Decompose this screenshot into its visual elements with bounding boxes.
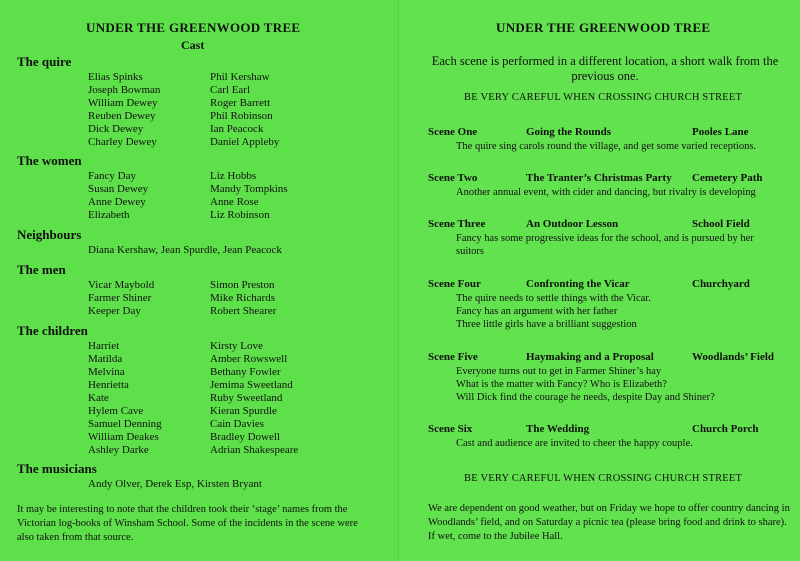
cast-name: Harriet: [88, 340, 120, 352]
actor-name: Liz Robinson: [210, 209, 270, 221]
scene-description: Everyone turns out to get in Farmer Shiner’s hay: [456, 366, 662, 377]
left-title: UNDER THE GREENWOOD TREE: [86, 20, 301, 35]
scene-number: Scene Three: [428, 218, 486, 230]
scene-title: Haymaking and a Proposal: [526, 351, 654, 363]
actor-name: Mike Richards: [210, 292, 276, 304]
actor-name: Amber Rowswell: [210, 353, 288, 365]
actor-name: Kirsty Love: [210, 340, 263, 352]
cast-name: William Deakes: [88, 431, 159, 443]
men-names-col-b: [210, 279, 276, 318]
scene-description: Fancy has some progressive ideas for the school, and is pursued by her: [456, 233, 754, 244]
men-names-col-a: [88, 279, 154, 318]
cast-name: Charley Dewey: [88, 136, 157, 148]
cast-name: Vicar Maybold: [88, 279, 155, 291]
cast-name: Elias Spinks: [88, 71, 143, 83]
actor-name: Phil Kershaw: [210, 71, 270, 83]
scene-number: Scene Two: [428, 172, 478, 184]
actor-name: Adrian Shakespeare: [210, 444, 299, 456]
actor-name: Kieran Spurdle: [210, 405, 277, 417]
children-heading: The children: [17, 323, 88, 338]
scene-description: Another annual event, with cider and dancing, but rivalry is developing: [456, 187, 756, 198]
quire-names-col-a: [88, 71, 160, 149]
scene-title: Going the Rounds: [526, 126, 611, 138]
scene-number: Scene One: [428, 126, 478, 138]
scene-description: Three little girls have a brilliant suggestion: [456, 319, 637, 330]
scene-title: An Outdoor Lesson: [526, 218, 619, 230]
scene-number: Scene Five: [428, 351, 478, 363]
cast-name: Dick Dewey: [88, 123, 144, 135]
cast-name: Susan Dewey: [88, 183, 149, 195]
cast-name: William Dewey: [88, 97, 158, 109]
scene-title: Confronting the Vicar: [526, 278, 630, 290]
women-heading: The women: [17, 153, 82, 168]
cast-name: Kate: [88, 392, 109, 404]
stage-names-note: It may be interesting to note that the children took their ‘stage’ names from the Victorian log-books of Winsham School. Some of the incidents in the scene were also taken from that source.: [17, 504, 358, 543]
scene-location: Pooles Lane: [692, 126, 749, 138]
actor-name: Carl Earl: [210, 84, 251, 96]
actor-name: Roger Barrett: [210, 97, 271, 109]
actor-name: Jemima Sweetland: [210, 379, 293, 391]
crossing-warning-top: BE VERY CAREFUL WHEN CROSSING CHURCH STREET: [464, 92, 743, 103]
women-names-col-b: [210, 170, 288, 222]
scene-description: The quire sing carols round the village, and get some varied receptions.: [456, 141, 757, 152]
cast-name: Reuben Dewey: [88, 110, 156, 122]
cast-label: Cast: [181, 38, 205, 52]
scene-description: The quire needs to settle things with the Vicar.: [456, 293, 651, 304]
actor-name: Phil Robinson: [210, 110, 273, 122]
neighbours-heading: Neighbours: [17, 227, 82, 242]
cast-name: Keeper Day: [88, 305, 141, 317]
scene-title: The Wedding: [526, 423, 590, 435]
cast-name: Henrietta: [88, 379, 129, 391]
women-names-col-a: [88, 170, 148, 222]
scene-location: Cemetery Path: [692, 172, 763, 184]
crossing-warning-bottom: BE VERY CAREFUL WHEN CROSSING CHURCH STREET: [464, 473, 743, 484]
actor-name: Ian Peacock: [210, 123, 264, 135]
scene-description: Cast and audience are invited to cheer the happy couple.: [456, 438, 693, 449]
actor-name: Anne Rose: [210, 196, 259, 208]
scene-title: The Tranter’s Christmas Party: [526, 172, 672, 184]
cast-name: Joseph Bowman: [88, 84, 161, 96]
scene-description: Will Dick find the courage he needs, despite Day and Shiner?: [456, 392, 715, 403]
children-names-col-a: [88, 340, 162, 457]
actor-name: Simon Preston: [210, 279, 275, 291]
scene-location: Church Porch: [692, 423, 759, 435]
cast-name: Hylem Cave: [88, 405, 144, 417]
children-names-col-b: [210, 340, 298, 457]
men-heading: The men: [17, 262, 66, 277]
actor-name: Cain Davies: [210, 418, 265, 430]
scene-number: Scene Six: [428, 423, 473, 435]
right-page: [400, 0, 800, 561]
actor-name: Robert Shearer: [210, 305, 277, 317]
quire-heading: The quire: [17, 54, 72, 69]
cast-name: Ashley Darke: [88, 444, 149, 456]
actor-name: Daniel Appleby: [210, 136, 280, 148]
scene-number: Scene Four: [428, 278, 481, 290]
right-title: UNDER THE GREENWOOD TREE: [496, 20, 711, 35]
actor-name: Mandy Tompkins: [210, 183, 288, 195]
scene-location: Woodlands’ Field: [692, 351, 775, 363]
actor-name: Bradley Dowell: [210, 431, 280, 443]
cast-name: Fancy Day: [88, 170, 136, 182]
actor-name: Ruby Sweetland: [210, 392, 283, 404]
quire-names-col-b: [210, 71, 279, 149]
neighbours-names: Diana Kershaw, Jean Spurdle, Jean Peacock: [88, 244, 282, 256]
scene-location: Churchyard: [692, 278, 750, 290]
actor-name: Liz Hobbs: [210, 170, 257, 182]
actor-name: Bethany Fowler: [210, 366, 281, 378]
weather-footer: We are dependent on good weather, but on Friday we hope to offer country dancing in Woodlands’ field, and on Saturday a picnic tea (please bring food and drink to share). If wet, come to the Jubilee Hall.: [428, 503, 790, 542]
musicians-names: Andy Olver, Derek Esp, Kirsten Bryant: [88, 478, 262, 490]
cast-name: Farmer Shiner: [88, 292, 152, 304]
scene-description: suitors: [456, 246, 485, 257]
scene-description: What is the matter with Fancy? Who is Elizabeth?: [456, 379, 667, 390]
scene-description: Fancy has an argument with her father: [456, 306, 618, 317]
cast-name: Elizabeth: [88, 209, 130, 221]
cast-name: Melvina: [88, 366, 125, 378]
cast-name: Anne Dewey: [88, 196, 146, 208]
cast-name: Samuel Denning: [88, 418, 162, 430]
intro-text: Each scene is performed in a different location, a short walk from the previous one.: [431, 54, 779, 83]
musicians-heading: The musicians: [17, 461, 97, 476]
scene-location: School Field: [692, 218, 750, 230]
cast-name: Matilda: [88, 353, 123, 365]
